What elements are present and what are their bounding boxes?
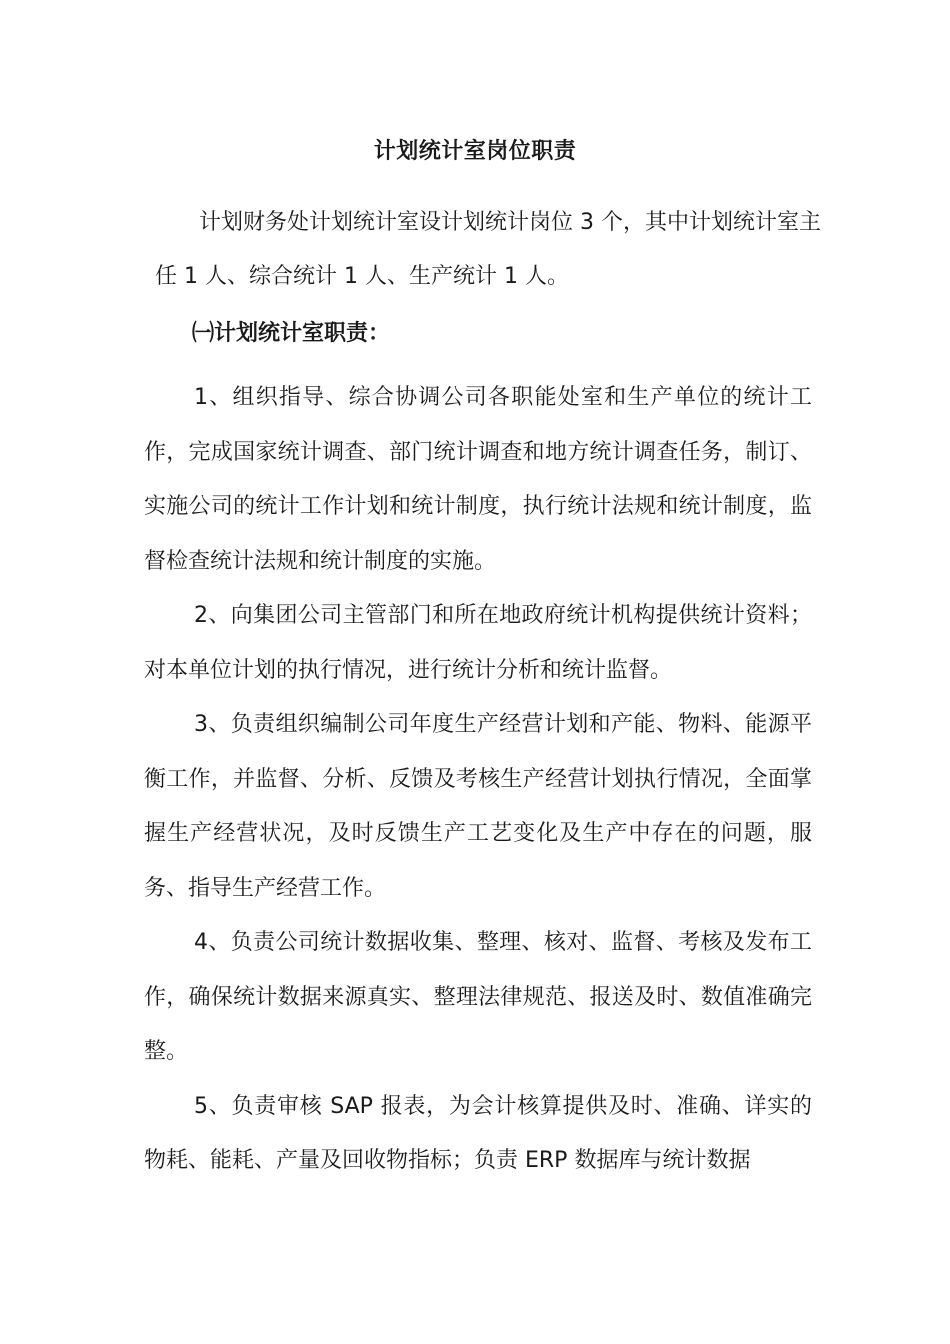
duty-item-3: 3、负责组织编制公司年度生产经营计划和产能、物料、能源平衡工作，并监督、分析、反馈及考核生产经营计划执行情况，全面掌握生产经营状况，及时反馈生产工艺变化及生产中存在的问题，服务、指导生产经营工作。 [144,712,812,901]
duty-item-2: 2、向集团公司主管部门和所在地政府统计机构提供统计资料；对本单位计划的执行情况，进行统计分析和统计监督。 [144,603,812,683]
duty-item-4: 4、负责公司统计数据收集、整理、核对、监督、考核及发布工作，确保统计数据来源真实、整理法律规范、报送及时、数值准确完整。 [144,930,812,1064]
section-heading: ㈠计划统计室职责： [192,321,391,346]
document-title: 计划统计室岗位职责 [373,139,577,164]
intro-paragraph: 计划财务处计划统计室设计划统计岗位 3 个，其中计划统计室主任 1 人、综合统计 1 人、生产统计 1 人。 [155,210,821,289]
duty-item-1: 1、组织指导、综合协调公司各职能处室和生产单位的统计工作，完成国家统计调查、部门统计调查和地方统计调查任务，制订、实施公司的统计工作计划和统计制度，执行统计法规和统计制度，监督检查统计法规和统计制度的实施。 [144,385,812,574]
duties-list [144,371,812,1189]
duty-item-5: 5、负责审核 SAP 报表，为会计核算提供及时、准确、详实的物耗、能耗、产量及回收物指标；负责 ERP 数据库与统计数据 [144,1093,812,1173]
